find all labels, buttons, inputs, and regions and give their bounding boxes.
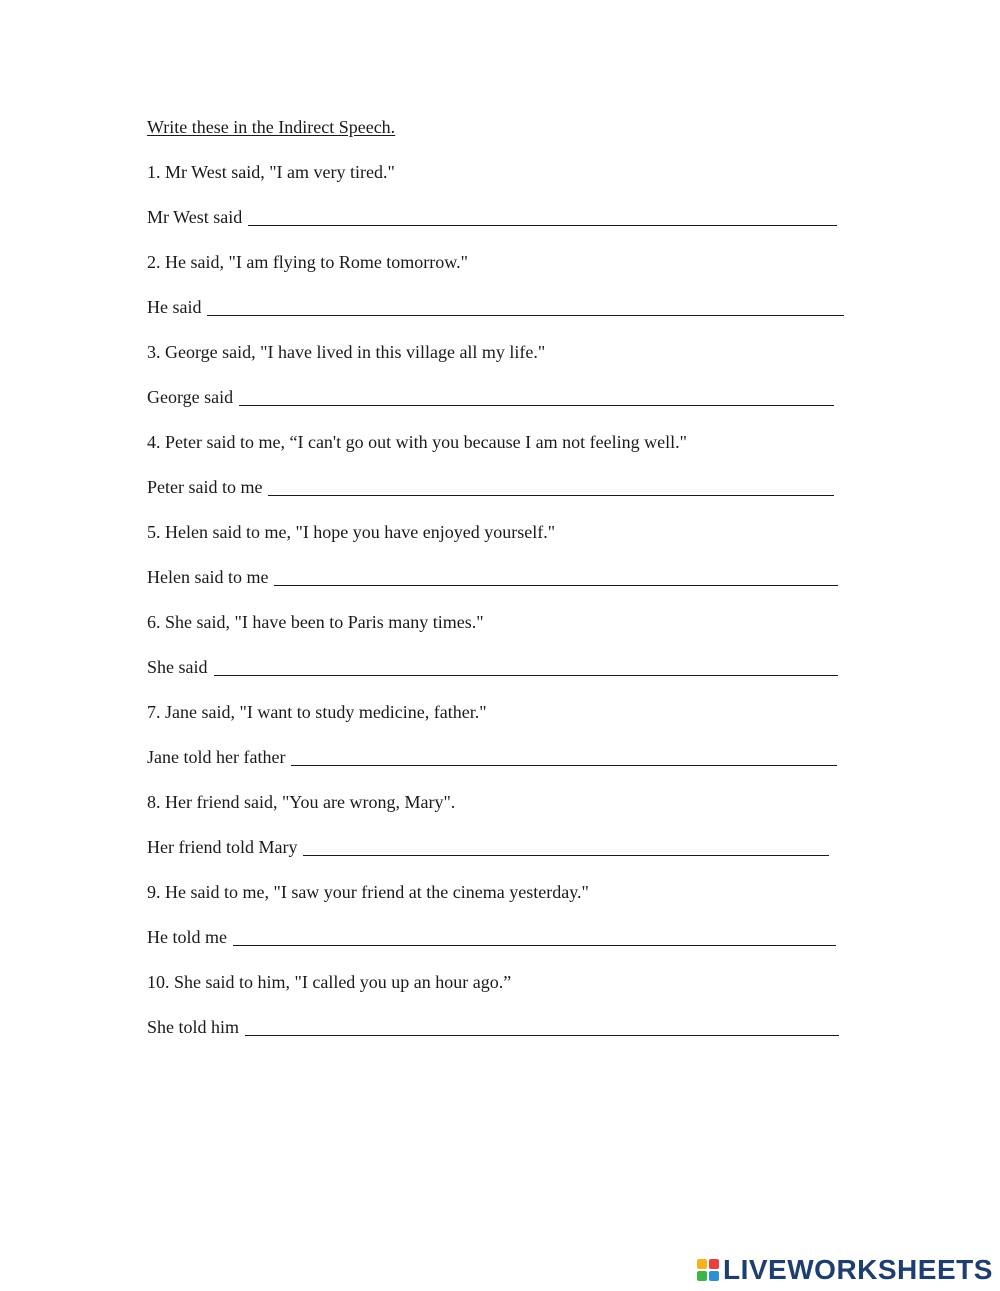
answer-lead: George said: [147, 387, 234, 407]
answer-blank-line[interactable]: [248, 225, 837, 226]
answer-blank-line[interactable]: [291, 765, 837, 766]
exercise-item-4: [147, 427, 853, 502]
exercise-prompt: 1. Mr West said, "I am very tired.": [147, 162, 395, 182]
answer-row: [147, 742, 853, 772]
answer-row: [147, 382, 853, 412]
logo-square-green: [697, 1271, 707, 1281]
exercise-prompt: 8. Her friend said, "You are wrong, Mary".: [147, 792, 456, 812]
logo-square-red: [709, 1259, 719, 1269]
answer-row: [147, 562, 853, 592]
answer-lead: She told him: [147, 1017, 240, 1037]
answer-lead: Helen said to me: [147, 567, 269, 587]
answer-row: [147, 202, 853, 232]
answer-blank-line[interactable]: [274, 585, 838, 586]
answer-lead: Mr West said: [147, 207, 243, 227]
logo-square-blue: [709, 1271, 719, 1281]
exercise-prompt: 7. Jane said, "I want to study medicine, father.": [147, 702, 487, 722]
answer-blank-line[interactable]: [245, 1035, 839, 1036]
exercise-item-3: [147, 337, 853, 412]
answer-blank-line[interactable]: [268, 495, 834, 496]
answer-lead: He said: [147, 297, 202, 317]
answer-lead: Peter said to me: [147, 477, 263, 497]
logo-square-yellow: [697, 1259, 707, 1269]
worksheet: [147, 112, 853, 1057]
exercise-prompt: 6. She said, "I have been to Paris many times.": [147, 612, 484, 632]
liveworksheets-logo: [697, 1255, 993, 1285]
exercise-item-1: [147, 157, 853, 232]
answer-blank-line[interactable]: [239, 405, 834, 406]
answer-lead: Jane told her father: [147, 747, 286, 767]
answer-row: [147, 1012, 853, 1042]
answer-row: [147, 832, 853, 862]
exercise-prompt: 9. He said to me, "I saw your friend at the cinema yesterday.": [147, 882, 589, 902]
exercise-item-8: [147, 787, 853, 862]
exercise-prompt: 5. Helen said to me, "I hope you have enjoyed yourself.": [147, 522, 556, 542]
exercise-item-6: [147, 607, 853, 682]
exercise-item-7: [147, 697, 853, 772]
liveworksheets-mark-icon: [697, 1259, 719, 1281]
answer-row: [147, 922, 853, 952]
instruction-heading: Write these in the Indirect Speech.: [147, 117, 396, 137]
answer-row: [147, 292, 853, 322]
answer-blank-line[interactable]: [214, 675, 838, 676]
answer-blank-line[interactable]: [207, 315, 844, 316]
answer-row: [147, 652, 853, 682]
exercise-item-2: [147, 247, 853, 322]
logo-wordmark: LIVEWORKSHEETS: [723, 1254, 993, 1285]
answer-row: [147, 472, 853, 502]
answer-lead: She said: [147, 657, 208, 677]
exercise-prompt: 4. Peter said to me, “I can't go out with you because I am not feeling well.": [147, 432, 687, 452]
answer-lead: He told me: [147, 927, 227, 947]
exercise-item-10: [147, 967, 853, 1042]
exercise-item-9: [147, 877, 853, 952]
answer-lead: Her friend told Mary: [147, 837, 298, 857]
exercise-item-5: [147, 517, 853, 592]
exercise-prompt: 10. She said to him, "I called you up an hour ago.”: [147, 972, 512, 992]
exercise-prompt: 3. George said, "I have lived in this village all my life.": [147, 342, 546, 362]
exercise-prompt: 2. He said, "I am flying to Rome tomorrow.": [147, 252, 468, 272]
answer-blank-line[interactable]: [303, 855, 829, 856]
answer-blank-line[interactable]: [233, 945, 836, 946]
